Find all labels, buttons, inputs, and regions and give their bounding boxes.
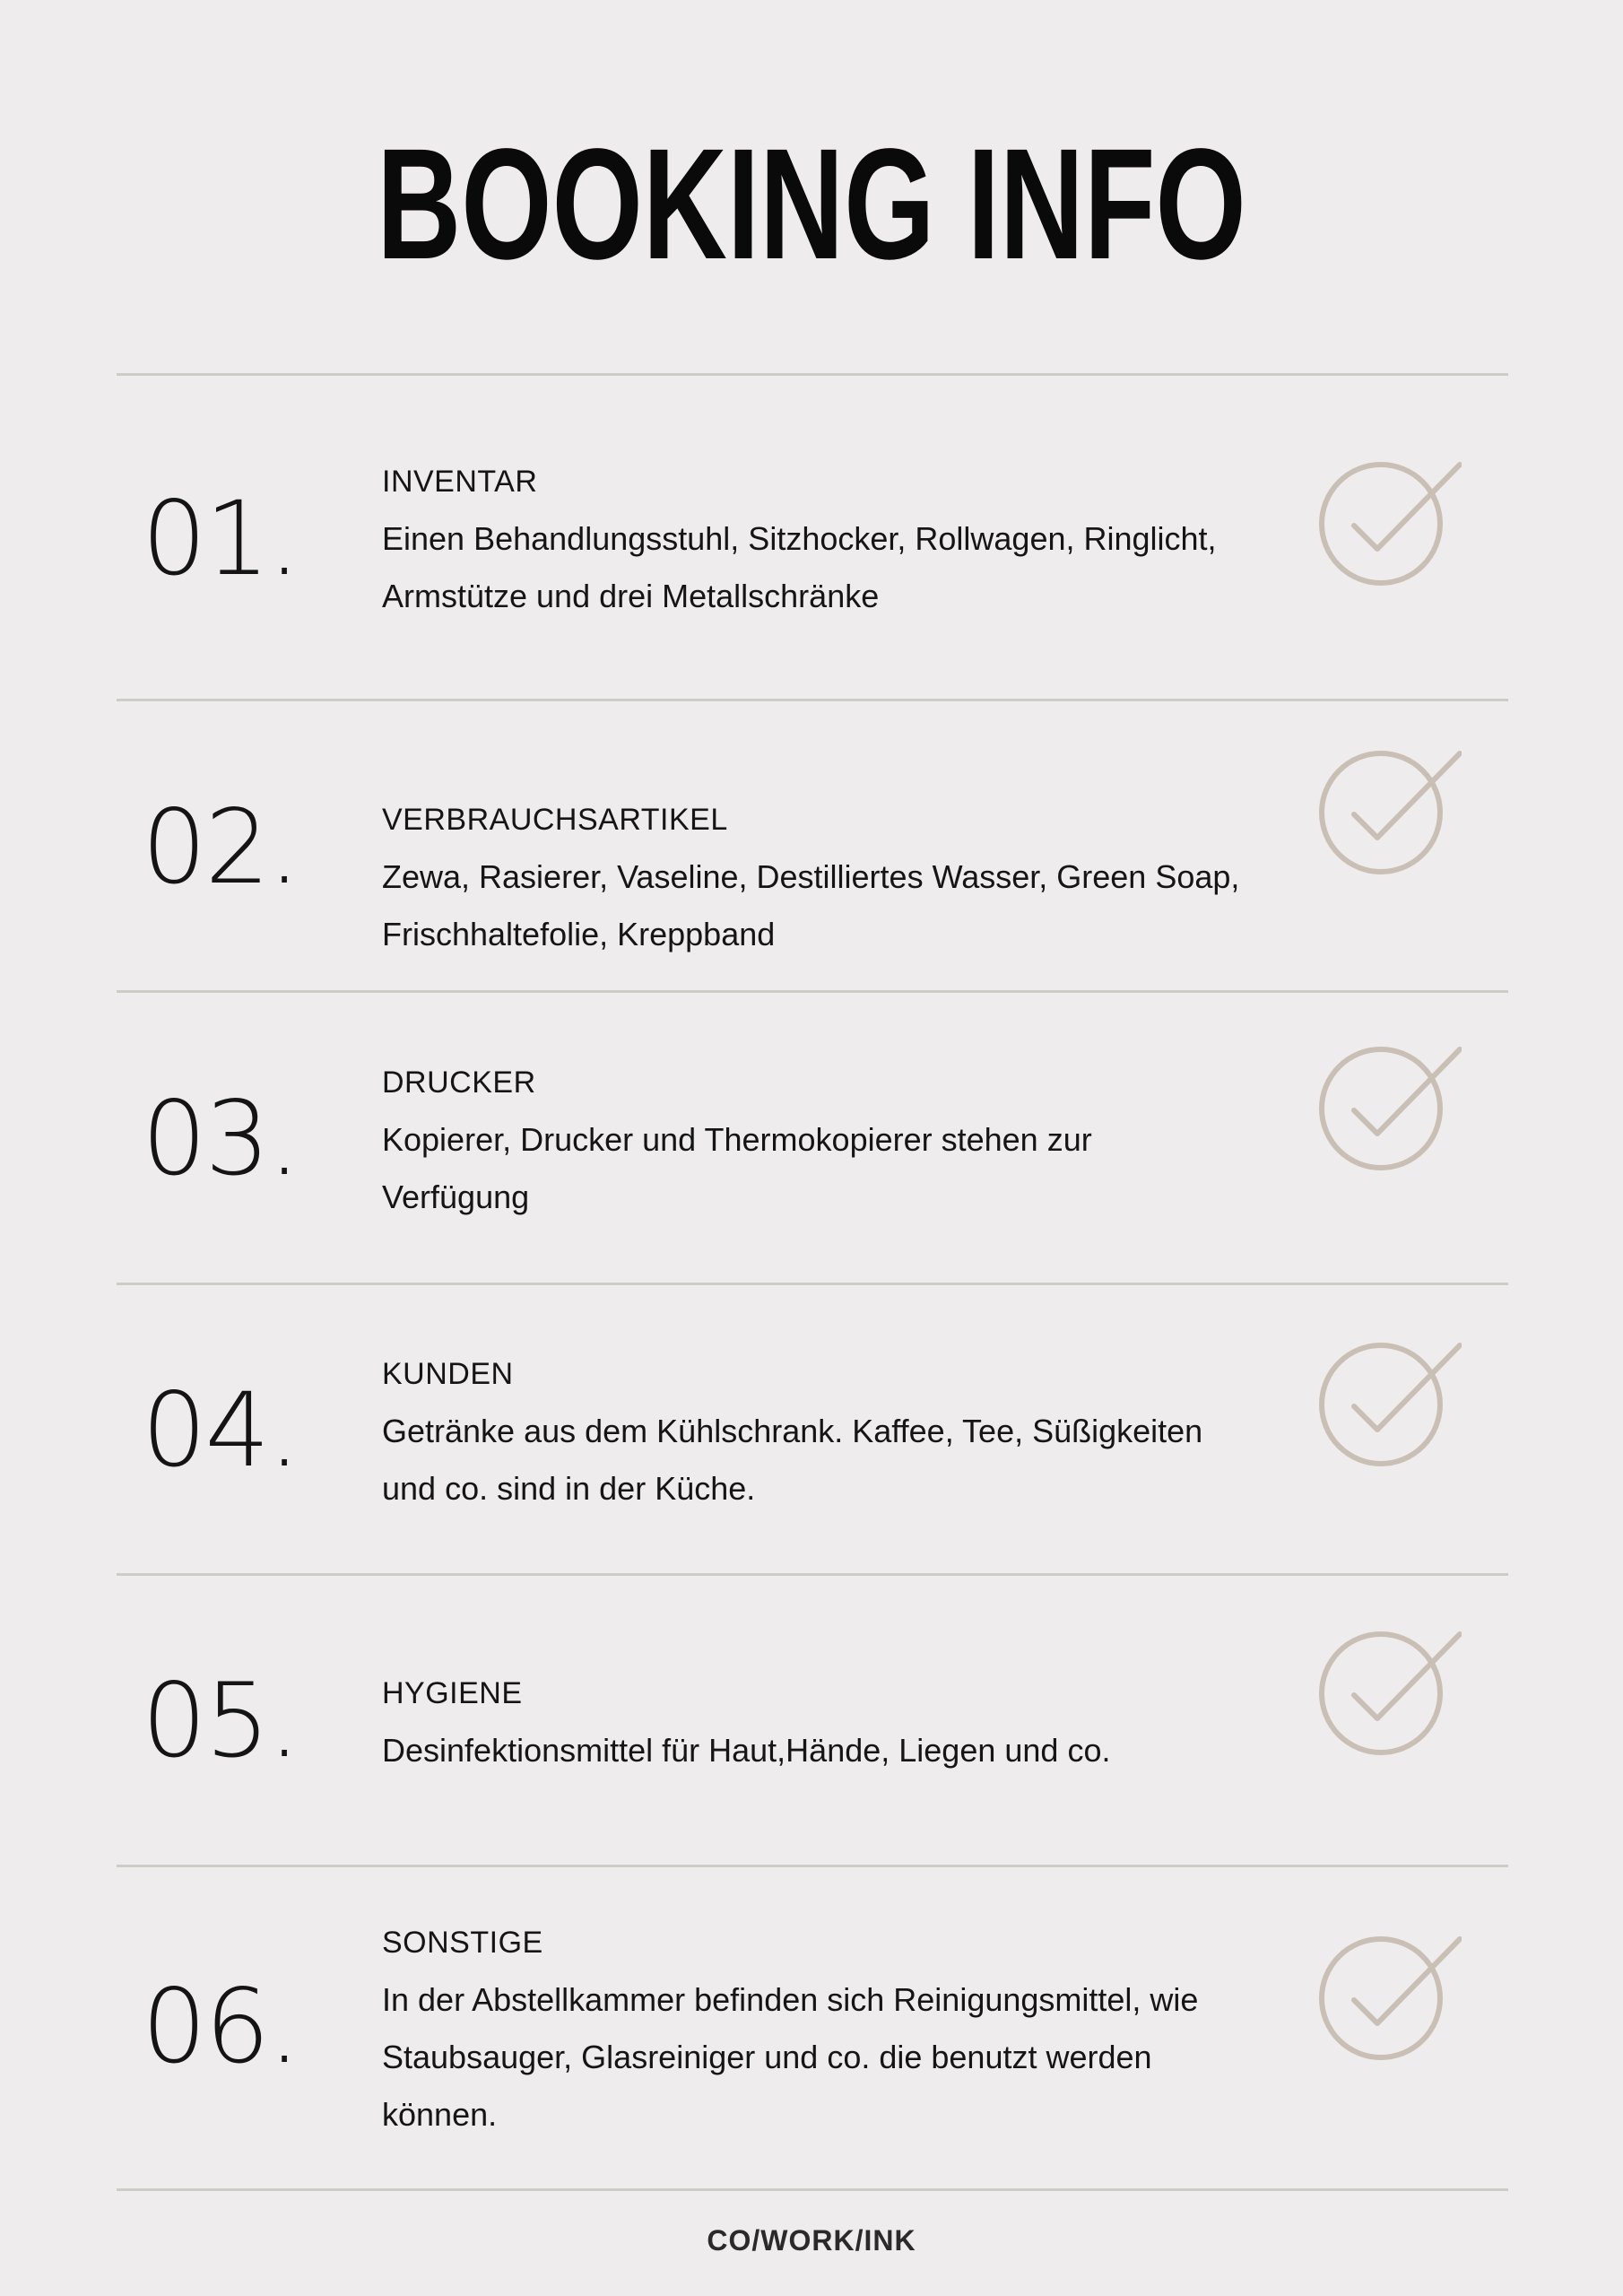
item-number: 01.	[142, 479, 299, 598]
check-circle-icon	[1318, 744, 1462, 879]
divider	[117, 699, 1508, 701]
item-text	[382, 1345, 1261, 1518]
item-description-line: können.	[382, 2096, 498, 2133]
item-number: 05.	[142, 1661, 299, 1780]
item-description-line: In der Abstellkammer befinden sich Reinigungsmittel, wie	[382, 1981, 1199, 2018]
item-text	[382, 1914, 1261, 2144]
divider	[117, 2188, 1508, 2191]
item-number: 02.	[142, 787, 299, 907]
divider	[117, 990, 1508, 993]
item-text	[382, 453, 1261, 625]
divider	[117, 373, 1508, 376]
divider	[117, 1573, 1508, 1576]
item-description-line: Zewa, Rasierer, Vaseline, Destilliertes Wasser, Green Soap,	[382, 858, 1240, 895]
check-circle-icon	[1318, 456, 1462, 590]
item-text	[382, 1054, 1261, 1226]
item-text	[382, 1665, 1261, 1779]
divider	[117, 1865, 1508, 1867]
item-number: 06.	[142, 1967, 299, 2086]
item-heading: SONSTIGE	[382, 1926, 543, 1960]
item-number: 04.	[142, 1370, 299, 1490]
item-text	[382, 791, 1261, 963]
check-circle-icon	[1318, 1040, 1462, 1175]
item-heading: INVENTAR	[382, 465, 538, 499]
item-heading: DRUCKER	[382, 1065, 536, 1100]
divider	[117, 1283, 1508, 1285]
item-description-line: Kopierer, Drucker und Thermokopierer stehen zur	[382, 1121, 1092, 1158]
item-description-line: und co. sind in der Küche.	[382, 1470, 756, 1507]
item-description-line: Frischhaltefolie, Kreppband	[382, 916, 776, 952]
item-description-line: Armstütze und drei Metallschränke	[382, 578, 880, 614]
item-description-line: Verfügung	[382, 1178, 530, 1215]
item-description-line: Getränke aus dem Kühlschrank. Kaffee, Tee, Süßigkeiten	[382, 1413, 1203, 1449]
page-title: BOOKING INFO	[377, 117, 1246, 292]
check-circle-icon	[1318, 1336, 1462, 1471]
item-description-line: Einen Behandlungsstuhl, Sitzhocker, Rollwagen, Ringlicht,	[382, 520, 1217, 557]
check-circle-icon	[1318, 1930, 1462, 2065]
item-description-line: Desinfektionsmittel für Haut,Hände, Liegen und co.	[382, 1732, 1111, 1769]
item-heading: VERBRAUCHSARTIKEL	[382, 803, 728, 837]
item-heading: KUNDEN	[382, 1357, 514, 1391]
item-number: 03.	[142, 1079, 299, 1198]
check-circle-icon	[1318, 1625, 1462, 1760]
footer-brand: CO/WORK/INK	[707, 2224, 916, 2257]
item-description-line: Staubsauger, Glasreiniger und co. die benutzt werden	[382, 2039, 1152, 2075]
item-heading: HYGIENE	[382, 1676, 523, 1710]
